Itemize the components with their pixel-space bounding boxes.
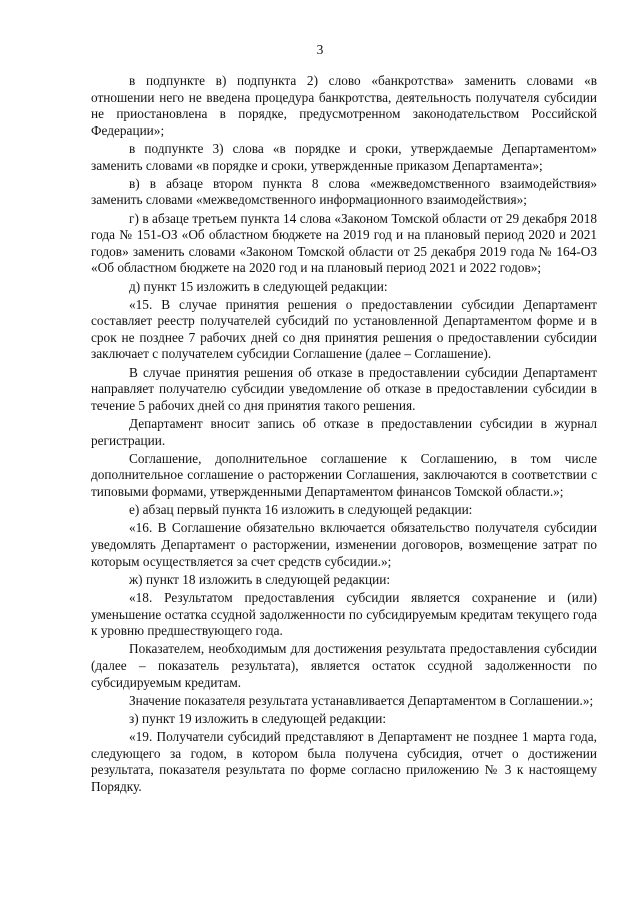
paragraph: ж) пункт 18 изложить в следующей редакции: bbox=[129, 571, 391, 587]
paragraph: в) в абзаце втором пункта 8 слова «межведомственного взаимодействия» заменить словами «межведомственного информационного взаимодействия»; bbox=[91, 175, 597, 208]
paragraph: Показателем, необходимым для достижения результата предоставления субсидии (далее – показатель результата), является остаток ссудной задолженности по субсидируемым кредитам. bbox=[91, 641, 597, 690]
paragraph: «15. В случае принятия решения о предоставлении субсидии Департамент составляет реестр получателей субсидий по установленной Департаментом форме и в срок не позднее 7 рабочих дней со дня принятия решения о предоставлении субсидии заключает с получателем субсидии Соглашение (далее – Соглашение). bbox=[91, 296, 597, 362]
paragraph: Значение показателя результата устанавливается Департаментом в Соглашении.»; bbox=[129, 692, 594, 708]
paragraph: д) пункт 15 изложить в следующей редакции: bbox=[129, 278, 388, 294]
paragraph: в подпункте 3) слова «в порядке и сроки, утверждаемые Департаментом» заменить словами «в порядке и сроки, утвержденные приказом Департамента»; bbox=[91, 140, 597, 173]
document-body bbox=[91, 73, 597, 797]
paragraph: «19. Получатели субсидий представляют в Департамент не позднее 1 марта года, следующего за годом, в котором была получена субсидия, отчет о достижении результата, показателя результата по форме согласно приложению № 3 к настоящему Порядку. bbox=[91, 729, 597, 794]
paragraph: «18. Результатом предоставления субсидии является сохранение и (или) уменьшение остатка ссудной задолженности по субсидируемым кредитам текущего года к уровню предшествующего года. bbox=[91, 589, 597, 639]
page-number: 3 bbox=[316, 42, 324, 57]
paragraph: з) пункт 19 изложить в следующей редакции: bbox=[129, 710, 387, 726]
paragraph: Департамент вносит запись об отказе в предоставлении субсидии в журнал регистрации. bbox=[91, 416, 597, 448]
paragraph: «16. В Соглашение обязательно включается обязательство получателя субсидии уведомлять Департамент о расторжении, изменении договоров, возмещение затрат по которым осуществляется за счет средств субсидии.»; bbox=[91, 520, 597, 569]
paragraph: г) в абзаце третьем пункта 14 слова «Законом Томской области от 29 декабря 2018 года № 151-ОЗ «Об областном бюджете на 2019 год и на плановый период 2020 и 2021 годов» заменить словами «Законом Томской области от 25 декабря 2019 года № 164-ОЗ «Об областном бюджете на 2020 год и на плановый период 2021 и 2022 годов»; bbox=[91, 210, 597, 276]
paragraph: Соглашение, дополнительное соглашение к Соглашению, в том числе дополнительное соглашение о расторжении Соглашения, заключаются в соответствии с типовыми формами, утвержденными Департаментом финансов Томской области.»; bbox=[91, 450, 597, 499]
paragraph: в подпункте в) подпункта 2) слово «банкротства» заменить словами «в отношении него не введена процедура банкротства, деятельность получателя субсидии не приостановлена в порядке, предусмотренном законодательством Российской Федерации»; bbox=[91, 73, 597, 138]
paragraph: В случае принятия решения об отказе в предоставлении субсидии Департамент направляет получателю субсидии уведомление об отказе в предоставлении субсидии в течение 5 рабочих дней со дня принятия такого решения. bbox=[91, 364, 597, 413]
paragraph: е) абзац первый пункта 16 изложить в следующей редакции: bbox=[129, 502, 473, 518]
